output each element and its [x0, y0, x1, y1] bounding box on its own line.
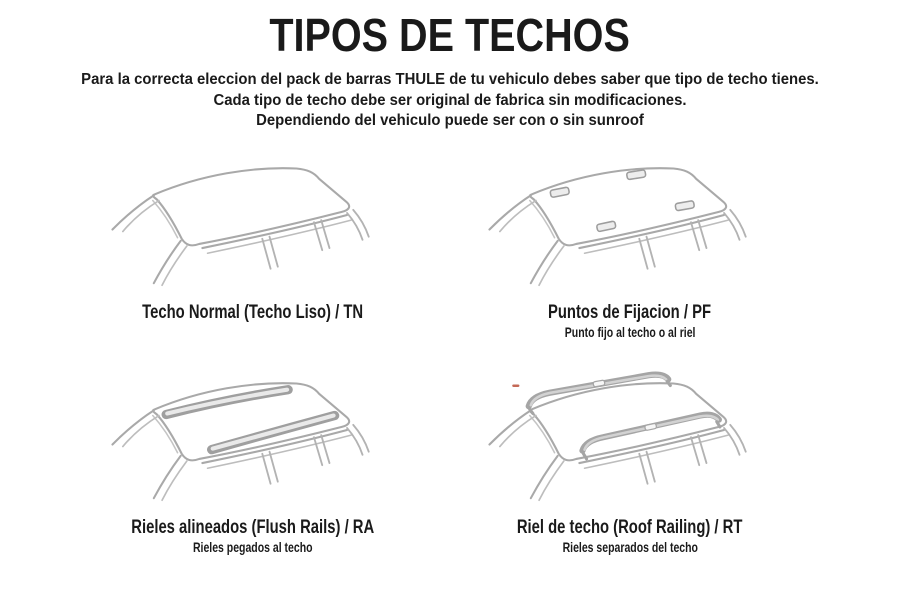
- roof-type-caption: [445, 302, 815, 341]
- flush-rails-roof-illustration: [98, 368, 408, 523]
- intro-line: Para la correcta eleccion del pack de barras THULE de tu vehiculo debes saber que tipo de techo tienes.: [81, 71, 819, 88]
- roof-type-sublabel: Rieles separados del techo: [562, 539, 698, 555]
- fixed-points-roof-illustration: [475, 153, 785, 308]
- roof-type-caption: [68, 517, 438, 556]
- roof-type-caption: [445, 517, 815, 556]
- roof-type-sublabel: Punto fijo al techo o al riel: [564, 324, 696, 340]
- red-speck: [512, 385, 519, 387]
- roof-type-card-rt: [445, 368, 815, 556]
- raised-roof-railing-illustration: [475, 368, 785, 523]
- intro-line: Cada tipo de techo debe ser original de fabrica sin modificaciones.: [213, 91, 687, 109]
- page-title: TIPOS DE TECHOS: [269, 9, 631, 61]
- roof-type-caption: [68, 302, 438, 324]
- roof-type-label: Puntos de Fijacion / PF: [548, 302, 712, 323]
- roof-type-card-ra: [68, 368, 438, 556]
- roof-type-label: Rieles alineados (Flush Rails) / RA: [131, 517, 375, 538]
- roof-type-sublabel: Rieles pegados al techo: [193, 539, 313, 555]
- roof-type-card-pf: [445, 153, 815, 341]
- intro-paragraph: [32, 70, 869, 132]
- roof-type-label: Techo Normal (Techo Liso) / TN: [142, 302, 364, 323]
- roof-type-card-tn: [68, 153, 438, 324]
- intro-line: Dependiendo del vehiculo puede ser con o sin sunroof: [256, 112, 644, 129]
- plain-roof-illustration: [98, 153, 408, 308]
- roof-type-label: Riel de techo (Roof Railing) / RT: [517, 517, 743, 538]
